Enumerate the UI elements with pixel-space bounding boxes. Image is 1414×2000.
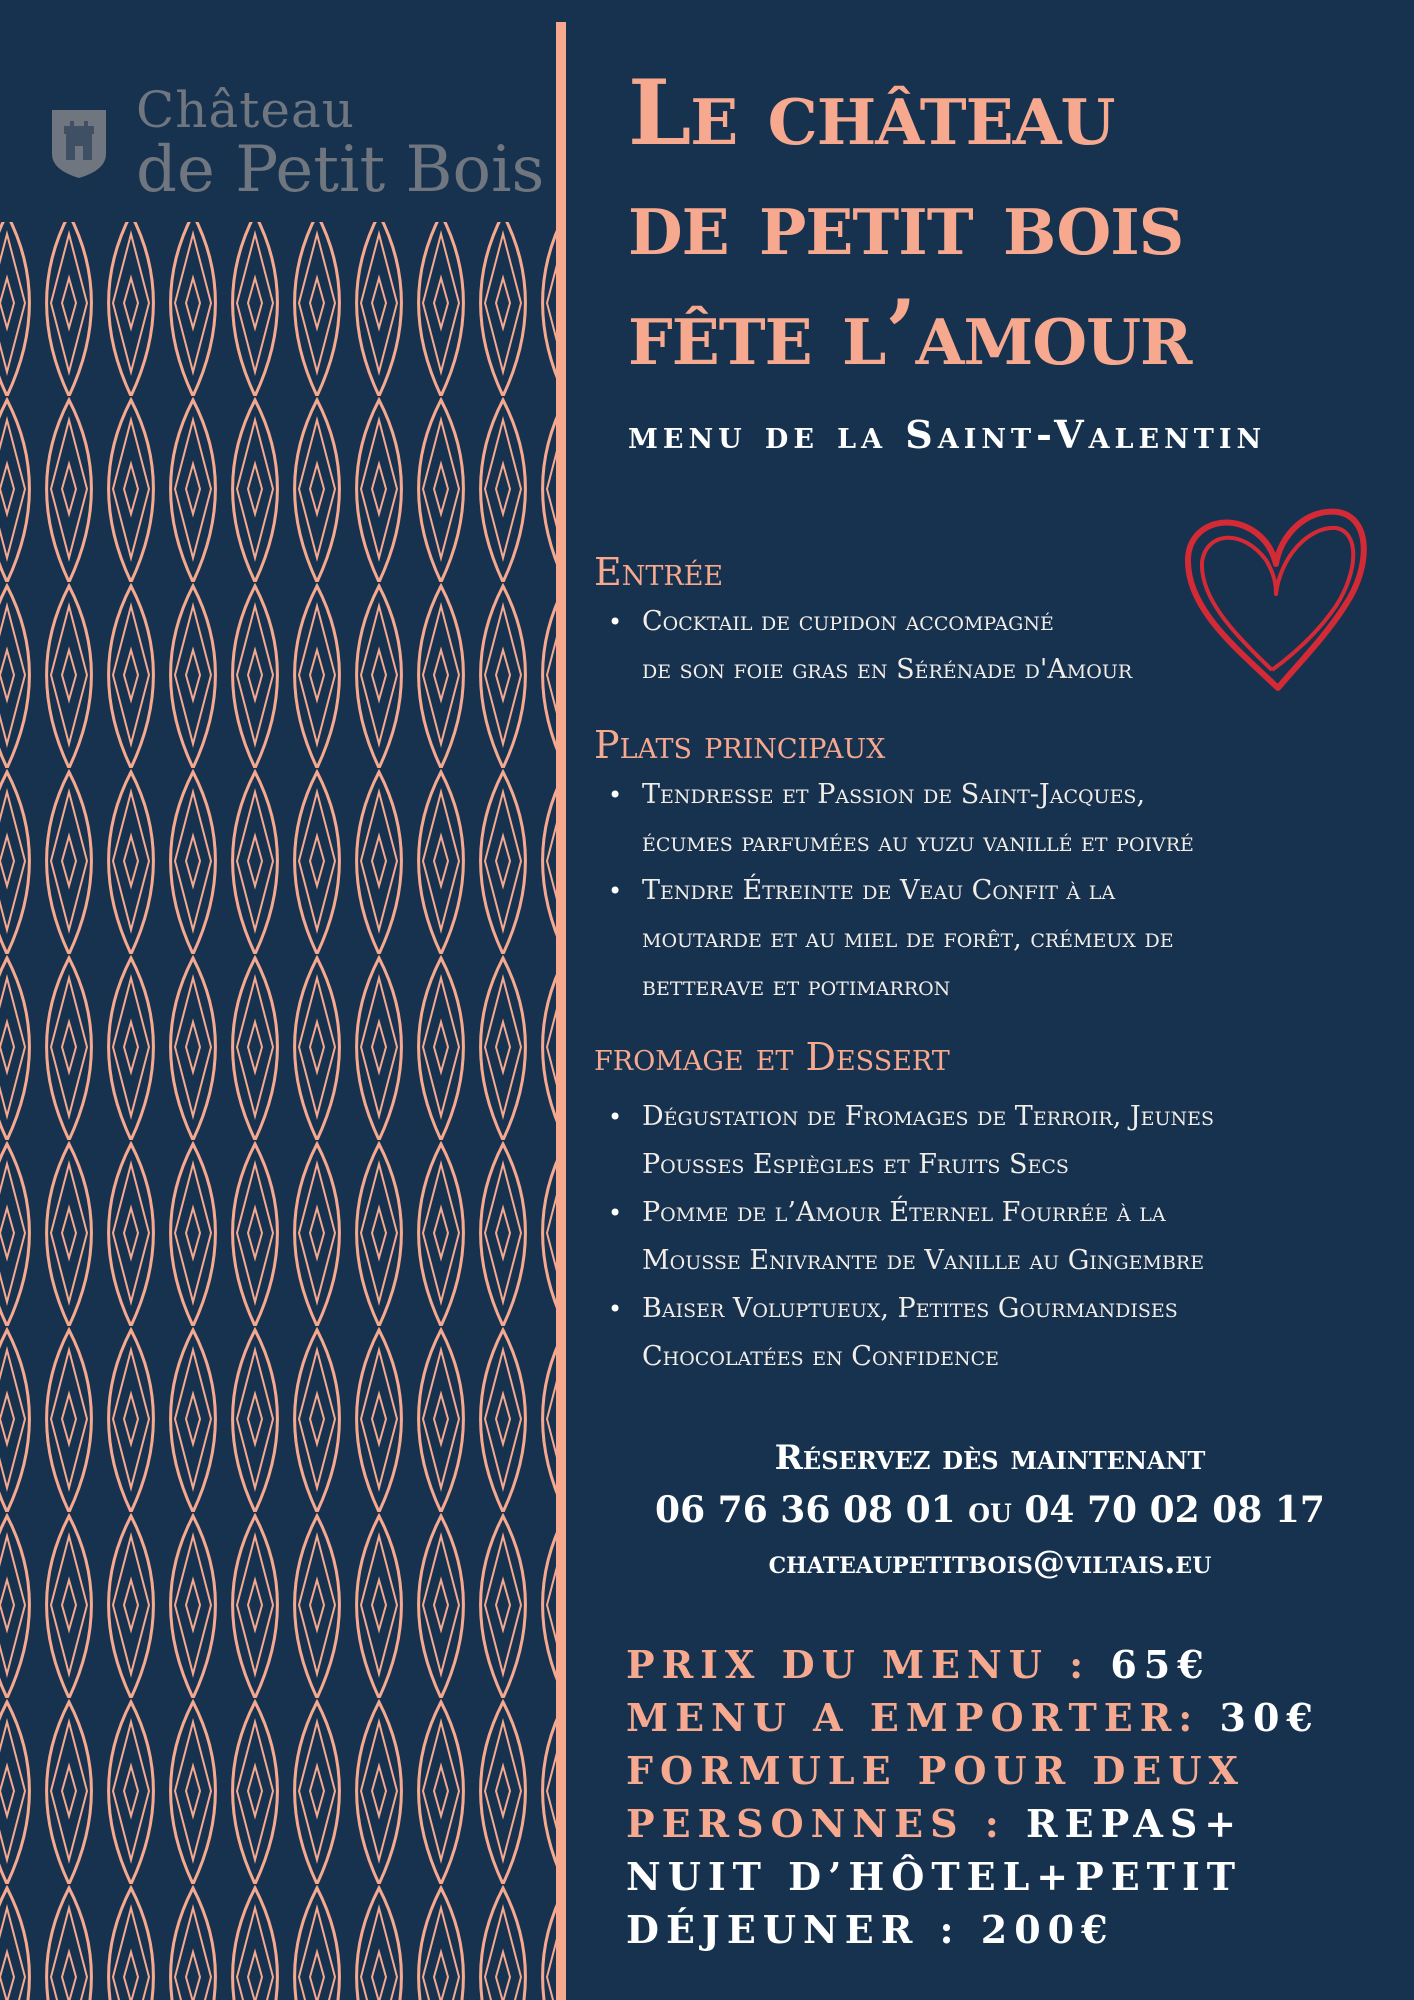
logo-text-name: de Petit Bois [136,133,545,207]
bullet-icon: • [608,1199,623,1227]
castle-tower-icon [48,106,110,180]
reservation-title: Réservez dès maintenant [774,1438,1206,1478]
decorative-pattern [0,222,556,2000]
bullet-icon: • [608,608,623,636]
list-item: • Pomme de l’Amour Éternel Fourrée à la Mousse Enivrante de Vanille au Gingembre [594,1189,1384,1285]
title-line-2: de petit bois [628,170,1184,276]
section-title-entree: Entrée [594,550,724,594]
price-list [626,1638,1396,1956]
reservation-block [600,1432,1380,1588]
reservation-email[interactable]: chateaupetitbois@viltais.eu [768,1543,1212,1581]
list-item: • Dégustation de Fromages de Terroir, Jeunes Pousses Espiègles et Fruits Secs [594,1093,1384,1189]
reservation-phone[interactable]: 06 76 36 08 01 ou 04 70 02 08 17 [655,1489,1325,1531]
list-item: • Cocktail de cupidon accompagné de son foie gras en Sérénade d'Amour [594,598,1384,694]
list-item: • Baiser Voluptueux, Petites Gourmandises Chocolatées en Confidence [594,1285,1384,1381]
logo [48,80,545,207]
price-formula-label: FORMULE POUR DEUX [626,1748,1245,1793]
section-plats [594,721,1384,1011]
section-entree [594,548,1384,694]
bullet-icon: • [608,877,623,905]
menu-subtitle: menu de la Saint-Valentin [628,412,1267,457]
title-line-3: fête l’amour [628,280,1192,386]
list-item: • Tendresse et Passion de Saint-Jacques, écumes parfumées au yuzu vanillé et poivré [594,771,1384,867]
section-title-dessert: fromage et Dessert [594,1035,950,1079]
title-line-1: Le château [628,60,1115,166]
section-title-plats: Plats principaux [594,723,886,767]
logo-text-chateau: Château [136,81,355,139]
price-menu: PRIX DU MENU : 65€ [626,1642,1211,1687]
price-formula-line2: PERSONNES : REPAS+ [626,1801,1244,1846]
section-dessert [594,1033,1384,1381]
vertical-divider [556,22,566,2000]
price-formula-line4: DÉJEUNER : 200€ [626,1907,1115,1952]
bullet-icon: • [608,1295,623,1323]
price-formula-line3: NUIT D’HÔTEL+PETIT [626,1854,1243,1899]
list-item: • Tendre Étreinte de Veau Confit à la moutarde et au miel de forêt, crémeux de betterave et potimarron [594,867,1384,1011]
bullet-icon: • [608,1103,623,1131]
page-title [628,58,1408,388]
price-takeaway: MENU A EMPORTER: 30€ [626,1695,1320,1740]
bullet-icon: • [608,781,623,809]
